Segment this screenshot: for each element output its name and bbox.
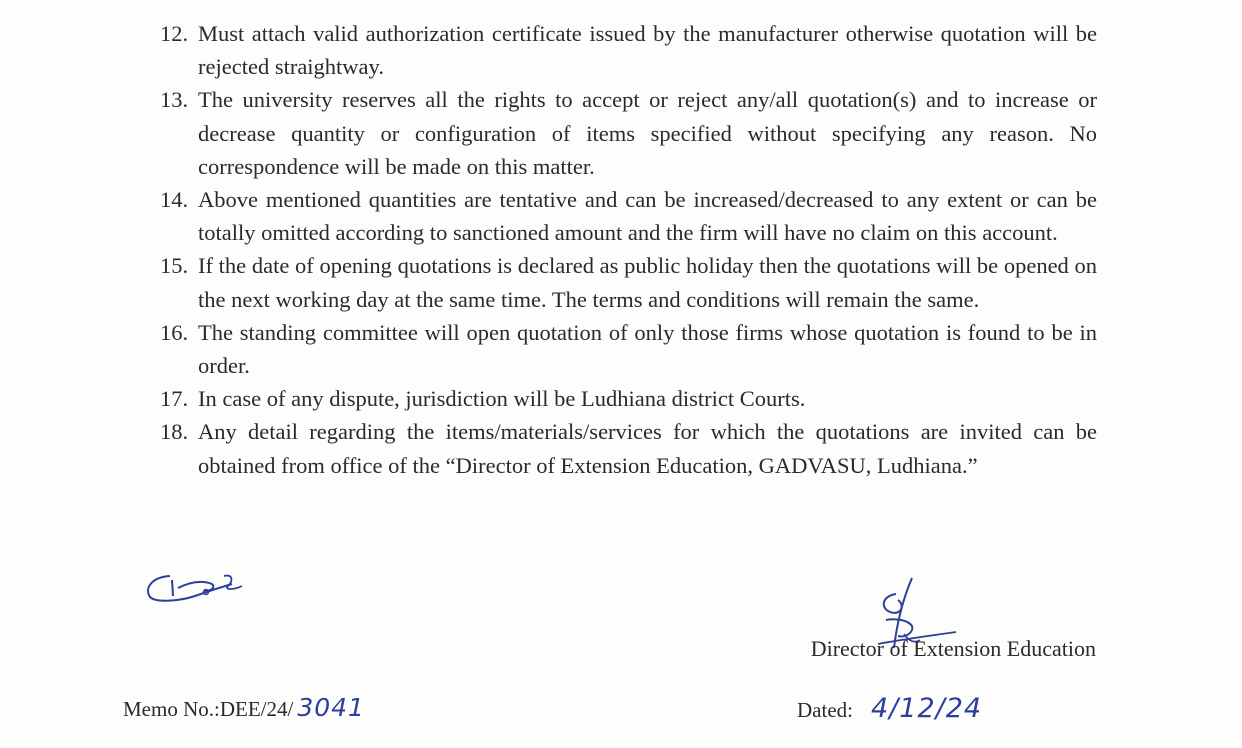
clause-item: [160, 183, 1097, 249]
clause-number: 13.: [160, 87, 189, 113]
clause-text: Above mentioned quantities are tentative and can be increased/decreased to any extent or can be totally omitted according to sanctioned amount and the firm will have no claim on this account.: [198, 187, 1097, 246]
handwritten-date: 4/12/24: [870, 693, 983, 724]
clause-item: [160, 249, 1097, 315]
clause-item: [160, 83, 1097, 183]
clause-number: 15.: [160, 253, 189, 279]
clause-item: [160, 17, 1097, 83]
clause-text: In case of any dispute, jurisdiction will be Ludhiana district Courts.: [198, 386, 806, 412]
clause-text: If the date of opening quotations is declared as public holiday then the quotations will be opened on the next working day at the same time. The terms and conditions will remain the same.: [198, 253, 1097, 312]
clause-text: The university reserves all the rights to accept or reject any/all quotation(s) and to increase or decrease quantity or configuration of items specified without specifying any reason. No correspondence will be made on this matter.: [198, 87, 1097, 179]
clause-item: [160, 415, 1097, 481]
clause-number: 18.: [160, 419, 189, 445]
clause-item: [160, 382, 1097, 415]
terms-list: [160, 17, 1097, 482]
clause-text: The standing committee will open quotation of only those firms whose quotation is found to be in order.: [198, 319, 1097, 379]
signatory-designation: Director of Extension Education: [810, 636, 1096, 661]
dated-line: [797, 693, 982, 724]
clause-number: 12.: [160, 21, 189, 46]
clause-number: 17.: [160, 386, 189, 412]
clause-item: [160, 316, 1097, 382]
memo-number: [123, 693, 365, 722]
memo-handwritten-number: 3041: [297, 693, 365, 722]
clause-text: Any detail regarding the items/materials/services for which the quotations are invited can be obtained from office of the “Director of Extension Education, GADVASU, Ludhiana.”: [198, 419, 1097, 478]
initials-scribble: [140, 568, 250, 608]
memo-label: Memo No.:DEE/24/: [123, 697, 294, 721]
clause-number: 14.: [160, 187, 189, 213]
clause-text: Must attach valid authorization certificate issued by the manufacturer otherwise quotation will be rejected straightway.: [198, 21, 1097, 80]
dated-label: Dated:: [797, 698, 853, 722]
clause-number: 16.: [160, 319, 189, 345]
